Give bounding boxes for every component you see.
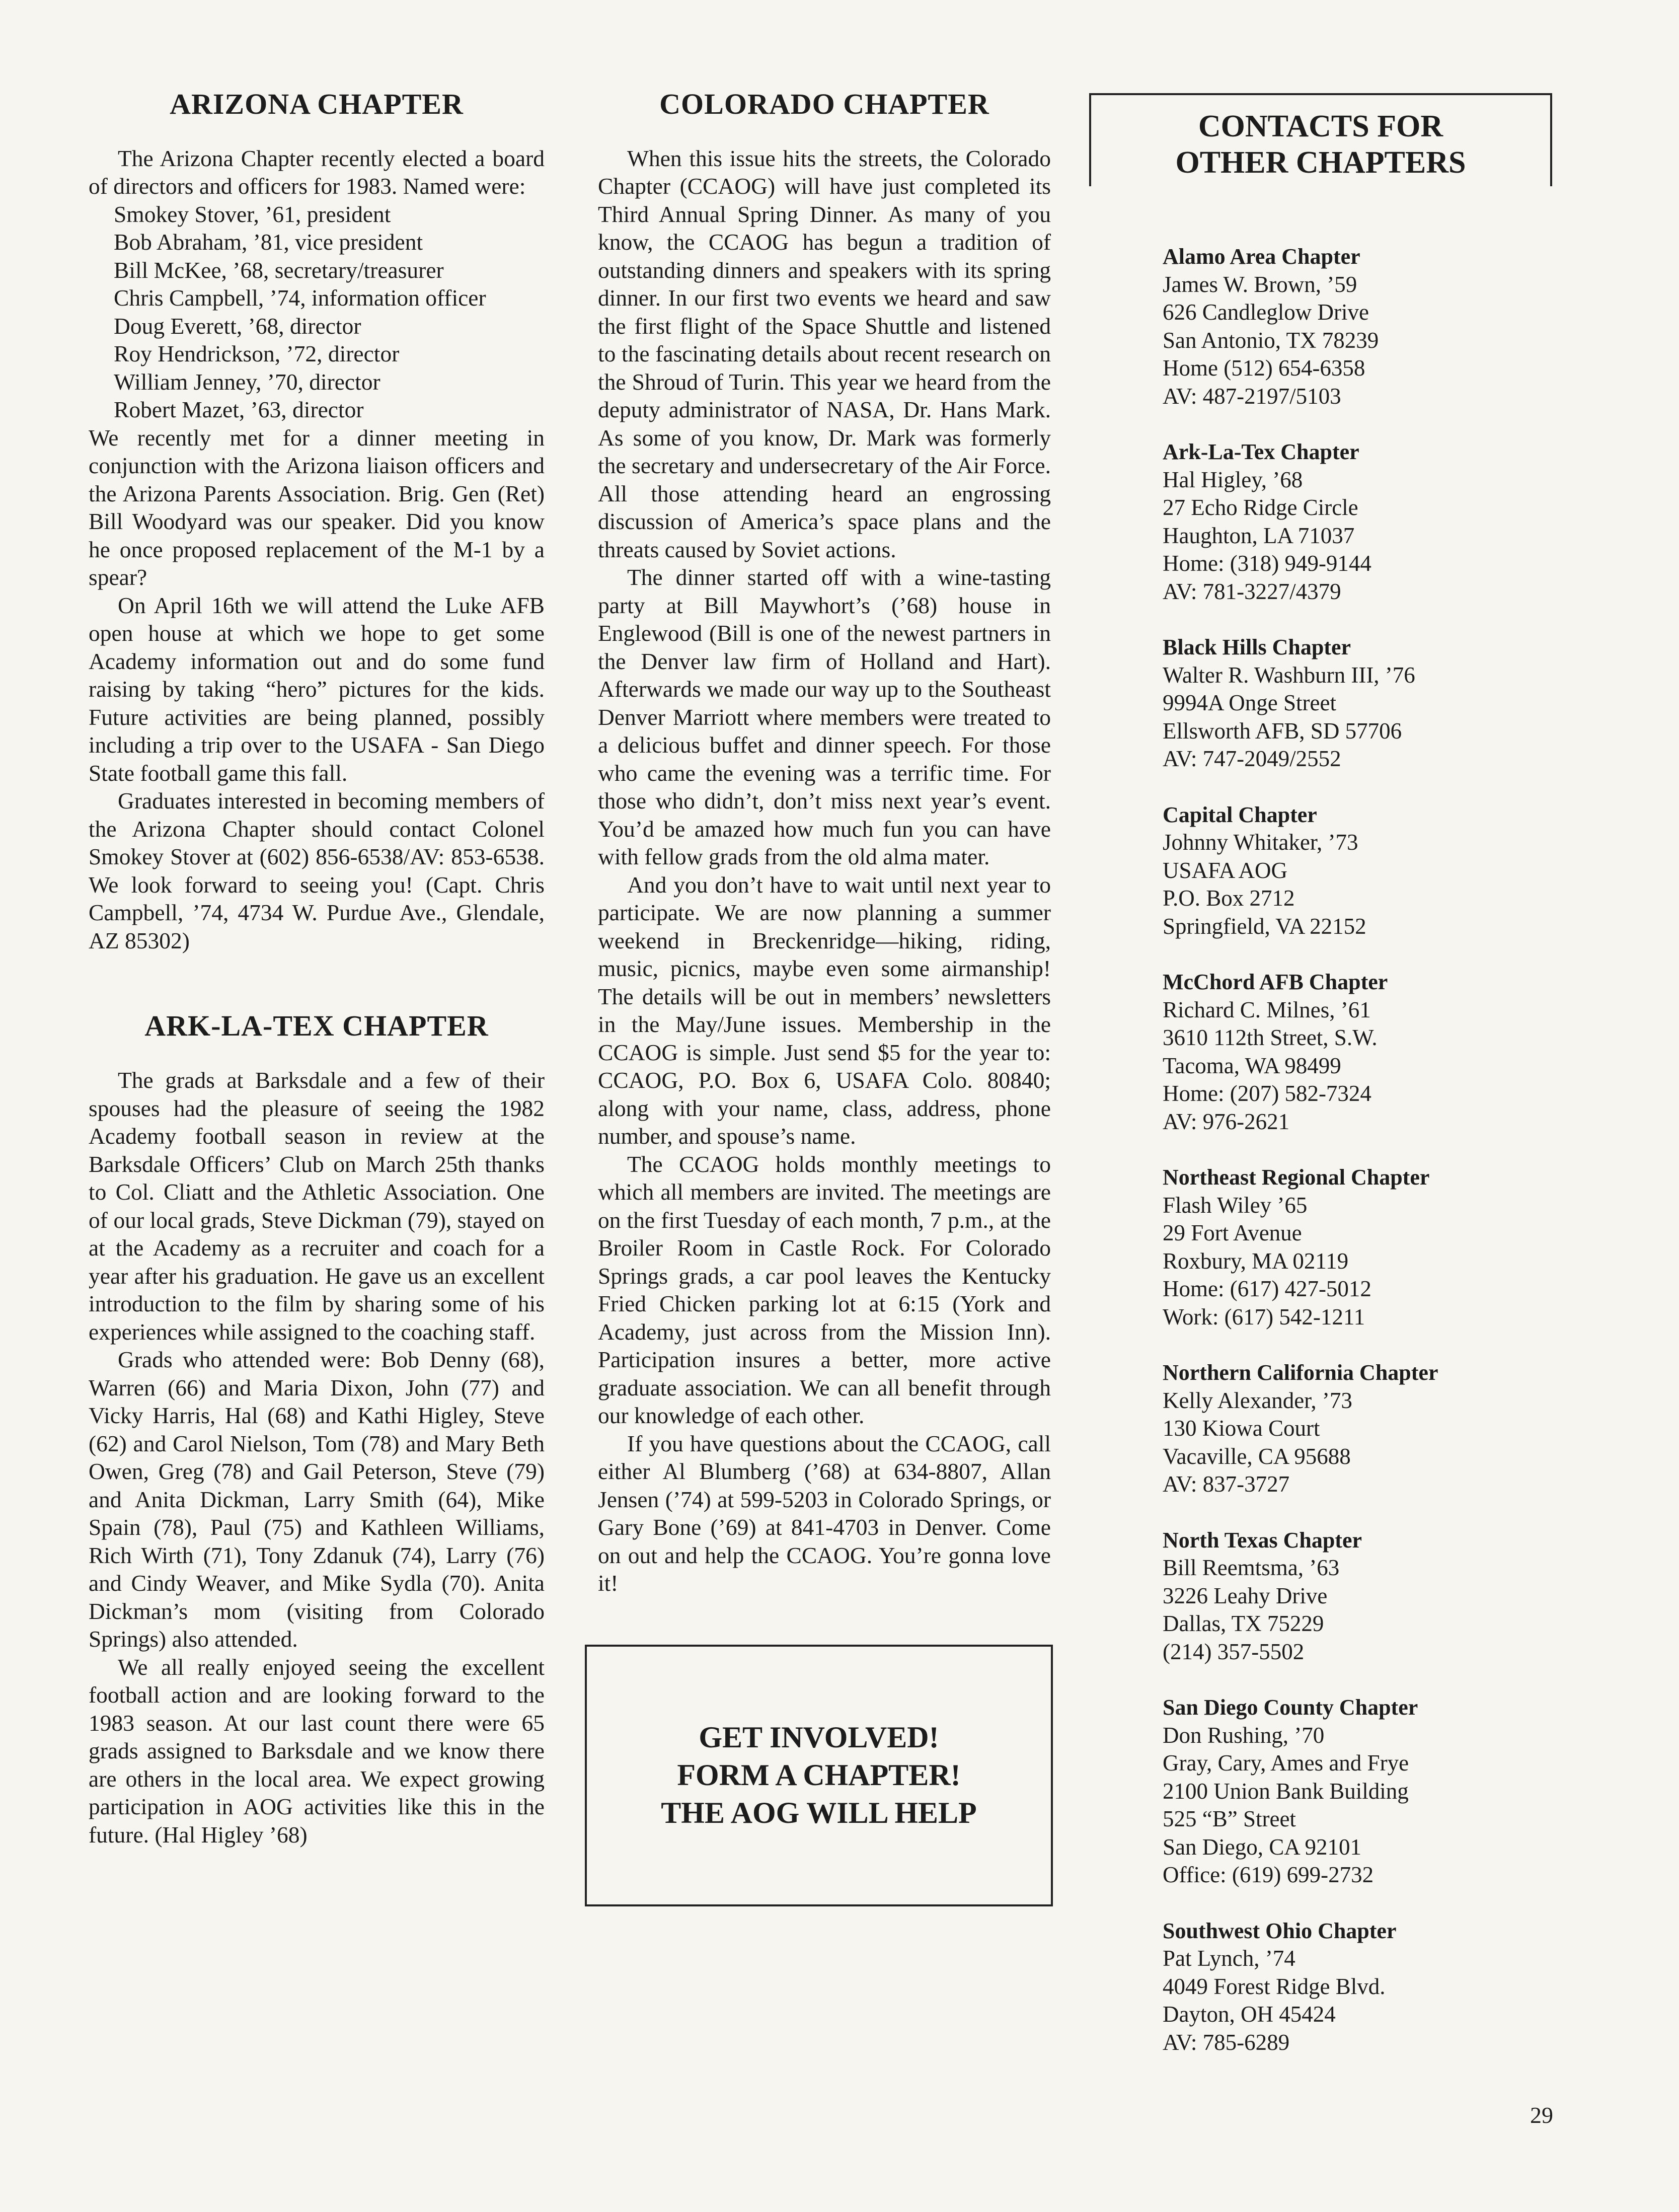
chapter-contact-line: AV: 785-6289	[1163, 2029, 1290, 2055]
arklatex-article	[89, 1066, 545, 1849]
chapter-contact-line: Office: (619) 699-2732	[1163, 1862, 1374, 1887]
arizona-article	[89, 144, 545, 955]
chapter-contact-line: San Antonio, TX 78239	[1163, 327, 1379, 353]
chapter-contact-line: Work: (617) 542-1211	[1163, 1304, 1365, 1330]
arklatex-paragraph: We all really enjoyed seeing the excellent football action and are looking forward to the 1983 season. At our last count there were 65 grads assigned to Barksdale and we know there are others in the local area. We expect growing participation in AOG activities like this in the future. (Hal Higley ’68)	[89, 1654, 545, 1848]
chapter-contact-line: Richard C. Milnes, ’61	[1163, 997, 1371, 1022]
arklatex-paragraph: Grads who attended were: Bob Denny (68), Warren (66) and Maria Dixon, John (77) and Vicky Harris, Hal (68) and Kathi Higley, Steve (62) and Carol Nielson, Tom (78) and Mary Beth Owen, Greg (78) and Gail Peterson, Steve (79) and Anita Dickman, Larry Smith (64), Mike Spain (78), Paul (75) and Kathleen Williams, Rich Wirth (71), Tony Zdanuk (74), Larry (76) and Cindy Weaver, and Mike Sydla (70). Anita Dickman’s mom (visiting from Colorado Springs) also attended.	[89, 1347, 545, 1652]
chapter-contact-line: 3610 112th Street, S.W.	[1163, 1025, 1378, 1050]
chapter-contact-line: AV: 487-2197/5103	[1163, 383, 1341, 409]
arklatex-heading: ARK-LA-TEX CHAPTER	[144, 1009, 489, 1043]
left-column	[89, 88, 545, 1849]
arizona-paragraph: On April 16th we will attend the Luke AFB open house at which we hope to get some Academy information out and do some fund raising by taking “hero” pictures for the kids. Future activities are being planned, possibly including a trip over to the USAFA - San Diego State football game this fall.	[89, 592, 545, 786]
chapter-contact-line: Dayton, OH 45424	[1163, 2002, 1336, 2027]
contacts-heading-box	[1089, 93, 1552, 186]
chapter-contact	[1163, 801, 1552, 941]
officer-item: Chris Campbell, ’74, information officer	[114, 285, 486, 311]
officer-item: Roy Hendrickson, ’72, director	[114, 341, 400, 367]
get-involved-line: FORM A CHAPTER!	[677, 1758, 961, 1792]
colorado-paragraph: When this issue hits the streets, the Colorado Chapter (CCAOG) will have just completed its Third Annual Spring Dinner. As many of you know, the CCAOG has begun a tradition of outstanding dinners and speakers with its spring dinner. In our first two events we heard and saw the first flight of the Space Shuttle and listened to the fascinating details about recent research on the Shroud of Turin. This year we heard from the deputy administrator of NASA, Dr. Hans Mark. As some of you know, Dr. Mark was formerly the secretary and undersecretary of the Air Force. All those attending heard an engrossing discussion of America’s space plans and the threats caused by Soviet actions.	[598, 145, 1051, 562]
arizona-officer-list	[89, 200, 545, 424]
chapter-contact-line: 626 Candleglow Drive	[1163, 300, 1369, 325]
chapter-contact-line: Home: (617) 427-5012	[1163, 1276, 1371, 1301]
chapter-contact-line: 9994A Onge Street	[1163, 690, 1336, 715]
chapter-contact	[1163, 438, 1552, 606]
officer-item: Smokey Stover, ’61, president	[114, 201, 391, 227]
chapter-contact-line: P.O. Box 2712	[1163, 886, 1295, 911]
colorado-paragraph: The CCAOG holds monthly meetings to which all members are invited. The meetings are on the first Tuesday of each month, 7 p.m., at the Broiler Room in Castle Rock. For Colorado Springs grads, a car pool leaves the Kentucky Fried Chicken parking lot at 6:15 (York and Academy, just across from the Mission Inn). Participation insures a better, more active graduate association. We can all benefit through our knowledge of each other.	[598, 1151, 1051, 1429]
colorado-paragraph: And you don’t have to wait until next year to participate. We are now planning a summer weekend in Breckenridge—hiking, riding, music, picnics, maybe even some airmanship! The details will be out in members’ newsletters in the May/June issues. Membership in the CCAOG is simple. Just send $5 for the year to: CCAOG, P.O. Box 6, USAFA Colo. 80840; along with your name, class, address, phone number, and spouse’s name.	[598, 871, 1051, 1149]
get-involved-line: GET INVOLVED!	[699, 1721, 939, 1754]
arizona-heading: ARIZONA CHAPTER	[170, 88, 464, 120]
contacts-column	[1089, 93, 1552, 2084]
officer-item: Doug Everett, ’68, director	[114, 313, 361, 339]
chapter-contact-line: AV: 976-2621	[1163, 1109, 1290, 1134]
chapter-contact-line: Gray, Cary, Ames and Frye	[1163, 1750, 1409, 1776]
arklatex-paragraph: The grads at Barksdale and a few of their spouses had the pleasure of seeing the 1982 Academy football season in review at the Barksdale Officers’ Club on March 25th thanks to Col. Cliatt and the Athletic Association. One of our local grads, Steve Dickman (79), stayed on at the Academy as a recruiter and coach for a year after his graduation. He gave us an excellent introduction to the film by sharing some of his experiences while assigned to the coaching staff.	[89, 1067, 545, 1345]
chapter-contact-line: Vacaville, CA 95688	[1163, 1443, 1351, 1469]
chapter-name: McChord AFB Chapter	[1163, 970, 1388, 994]
officer-item: William Jenney, ’70, director	[114, 368, 380, 395]
arizona-paragraph: Graduates interested in becoming members of the Arizona Chapter should contact Colonel Smokey Stover at (602) 856-6538/AV: 853-6538. We look forward to seeing you! (Capt. Chris Campbell, ’74, 4734 W. Purdue Ave., Glendale, AZ 85302)	[89, 788, 545, 953]
chapter-contact-list	[1089, 243, 1552, 2056]
chapter-name: Capital Chapter	[1163, 802, 1317, 827]
chapter-contact-line: Home: (207) 582-7324	[1163, 1081, 1371, 1106]
chapter-contact-line: Dallas, TX 75229	[1163, 1611, 1324, 1636]
chapter-contact-line: Home (512) 654-6358	[1163, 355, 1365, 381]
contacts-title-line: OTHER CHAPTERS	[1175, 145, 1466, 180]
chapter-contact-line: Springfield, VA 22152	[1163, 913, 1366, 939]
chapter-contact-line: Haughton, LA 71037	[1163, 523, 1355, 548]
chapter-name: Northeast Regional Chapter	[1163, 1165, 1430, 1190]
colorado-paragraph: If you have questions about the CCAOG, call either Al Blumberg (’68) at 634-8807, Allan Jensen (’74) at 599-5203 in Colorado Springs, or Gary Bone (’69) at 841-4703 in Denver. Come on out and help the CCAOG. You’re gonna love it!	[598, 1430, 1051, 1596]
chapter-contact-line: Kelly Alexander, ’73	[1163, 1387, 1352, 1413]
get-involved-line: THE AOG WILL HELP	[661, 1796, 977, 1830]
chapter-contact-line: Tacoma, WA 98499	[1163, 1053, 1341, 1078]
chapter-name: Black Hills Chapter	[1163, 635, 1351, 659]
get-involved-box	[585, 1645, 1053, 1906]
chapter-name: Northern California Chapter	[1163, 1360, 1438, 1385]
chapter-contact-line: 29 Fort Avenue	[1163, 1220, 1302, 1245]
chapter-contact-line: AV: 837-3727	[1163, 1471, 1290, 1497]
arizona-intro: The Arizona Chapter recently elected a board of directors and officers for 1983. Named were:	[89, 145, 545, 199]
chapter-contact-line: 525 “B” Street	[1163, 1806, 1296, 1831]
officer-item: Robert Mazet, ’63, director	[114, 397, 364, 423]
chapter-contact-line: Ellsworth AFB, SD 57706	[1163, 718, 1402, 744]
colorado-heading: COLORADO CHAPTER	[659, 88, 989, 120]
contacts-title-line: CONTACTS FOR	[1198, 109, 1443, 143]
chapter-contact-line: 2100 Union Bank Building	[1163, 1778, 1409, 1804]
chapter-contact-line: AV: 781-3227/4379	[1163, 578, 1341, 604]
chapter-contact	[1163, 633, 1552, 773]
chapter-contact-line: Home: (318) 949-9144	[1163, 551, 1371, 576]
chapter-contact	[1163, 1917, 1552, 2057]
chapter-contact-line: Walter R. Washburn III, ’76	[1163, 662, 1415, 688]
chapter-contact-line: 3226 Leahy Drive	[1163, 1583, 1328, 1608]
chapter-contact-line: Bill Reemtsma, ’63	[1163, 1555, 1340, 1580]
chapter-contact-line: San Diego, CA 92101	[1163, 1834, 1362, 1860]
chapter-name: North Texas Chapter	[1163, 1527, 1362, 1553]
chapter-contact-line: Flash Wiley ’65	[1163, 1192, 1308, 1218]
chapter-contact-line: 27 Echo Ridge Circle	[1163, 495, 1358, 520]
chapter-contact	[1163, 1359, 1552, 1499]
page-number: 29	[1530, 2102, 1553, 2128]
colorado-article	[598, 144, 1051, 1597]
chapter-contact	[1163, 1693, 1552, 1889]
chapter-contact-line: Roxbury, MA 02119	[1163, 1248, 1349, 1274]
chapter-name: San Diego County Chapter	[1163, 1695, 1418, 1720]
arizona-paragraph: We recently met for a dinner meeting in conjunction with the Arizona liaison officers and the Arizona Parents Association. Brig. Gen (Ret) Bill Woodyard was our speaker. Did you know he once proposed replacement of the M-1 by a spear?	[89, 424, 545, 591]
chapter-contact-line: Hal Higley, ’68	[1163, 467, 1303, 492]
middle-column	[598, 88, 1051, 1906]
chapter-contact	[1163, 1526, 1552, 1666]
colorado-paragraph: The dinner started off with a wine-tasting party at Bill Maywhort’s (’68) house in Englewood (Bill is one of the newest partners in the Denver law firm of Holland and Hart). Afterwards we made our way up to the Southeast Denver Marriott where members were treated to a delicious buffet and dinner speech. For those who came the evening was a terrific time. For those who didn’t, don’t miss next year’s event. You’d be amazed how much fun you can have with fellow grads from the old alma mater.	[598, 564, 1051, 870]
chapter-contact-line: Don Rushing, ’70	[1163, 1722, 1325, 1748]
chapter-contact-line: 4049 Forest Ridge Blvd.	[1163, 1973, 1386, 1999]
chapter-contact-line: USAFA AOG	[1163, 857, 1287, 883]
chapter-contact-line: AV: 747-2049/2552	[1163, 746, 1341, 771]
chapter-contact-line: 130 Kiowa Court	[1163, 1416, 1320, 1441]
chapter-contact-line: (214) 357-5502	[1163, 1639, 1305, 1664]
chapter-contact-line: James W. Brown, ’59	[1163, 271, 1357, 297]
chapter-name: Alamo Area Chapter	[1163, 244, 1360, 269]
chapter-contact	[1163, 243, 1552, 410]
officer-item: Bob Abraham, ’81, vice president	[114, 229, 423, 255]
chapter-name: Southwest Ohio Chapter	[1163, 1918, 1397, 1943]
chapter-contact-line: Pat Lynch, ’74	[1163, 1946, 1295, 1971]
chapter-name: Ark-La-Tex Chapter	[1163, 439, 1359, 464]
chapter-contact-line: Johnny Whitaker, ’73	[1163, 830, 1358, 855]
chapter-contact	[1163, 968, 1552, 1136]
officer-item: Bill McKee, ’68, secretary/treasurer	[114, 257, 444, 283]
chapter-contact	[1163, 1163, 1552, 1331]
